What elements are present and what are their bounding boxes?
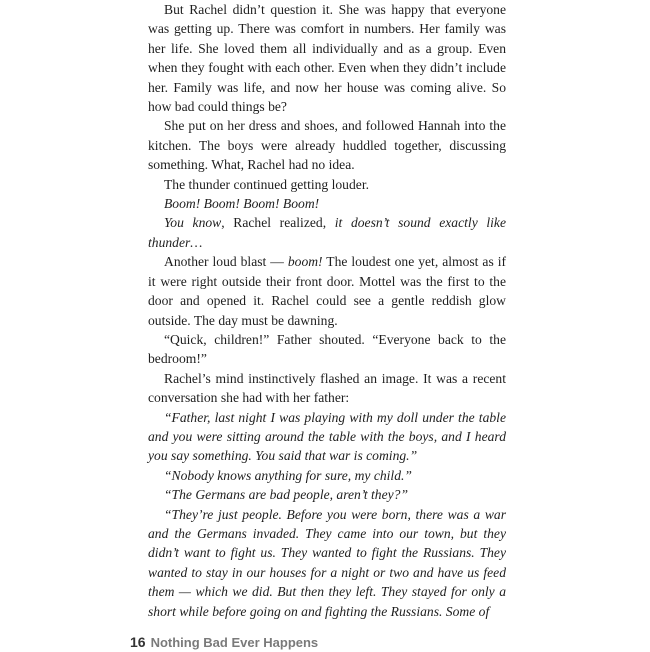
paragraph-10: “Nobody knows anything for sure, my child.”: [164, 467, 412, 483]
paragraph-9: “Father, last night I was playing with my doll under the table and you were sitting around the table with the boys, and I heard you say something. You said that war is coming.”: [148, 409, 506, 464]
paragraph-7: “Quick, children!” Father shouted. “Everyone back to the bedroom!”: [148, 331, 506, 367]
page-number: 16: [130, 634, 146, 650]
paragraph-6-part-1: Another loud blast —: [164, 254, 288, 270]
paragraph-5-part-2: , Rachel realized,: [221, 215, 335, 231]
paragraph-6-part-3: The loudest one yet, almost as if it were right outside their front door. Mottel was the first to the door and opened it. Rachel could see a gentle reddish glow outside. The day must be dawning.: [148, 254, 506, 328]
running-title: Nothing Bad Ever Happens: [150, 635, 319, 650]
paragraph-3: The thunder continued getting louder.: [164, 176, 369, 192]
paragraph-8: Rachel’s mind instinctively flashed an image. It was a recent conversation she had with her father:: [148, 370, 506, 406]
paragraph-5-part-3: it doesn’t sound exactly like thunder…: [148, 215, 506, 250]
paragraph-6: [148, 252, 506, 330]
paragraph-5: [148, 213, 506, 252]
body-text: [148, 0, 506, 621]
paragraph-6-part-2: boom!: [287, 254, 323, 270]
paragraph-12: “They’re just people. Before you were born, there was a war and the Germans invaded. They came into our town, but they didn’t want to fight us. They wanted to fight the Russians. They wanted to stay in our houses for a night or two and have us feed them — which we did. But then they left. They stayed for only a short while before going on and fighting the Russians. Some of: [148, 506, 506, 619]
paragraph-11: “The Germans are bad people, aren’t they?”: [164, 487, 409, 503]
page-footer: [130, 634, 318, 652]
paragraph-2: She put on her dress and shoes, and followed Hannah into the kitchen. The boys were already huddled together, discussing something. What, Rachel had no idea.: [148, 118, 506, 173]
paragraph-1: But Rachel didn’t question it. She was happy that everyone was getting up. There was comfort in numbers. Her family was her life. She loved them all individually and as a group. Even when they fought with each other. Even when they didn’t include her. Family was life, and now her house was coming alive. So how bad could things be?: [148, 2, 506, 115]
paragraph-4: Boom! Boom! Boom! Boom!: [164, 196, 320, 212]
paragraph-5-part-1: You know: [164, 215, 222, 231]
